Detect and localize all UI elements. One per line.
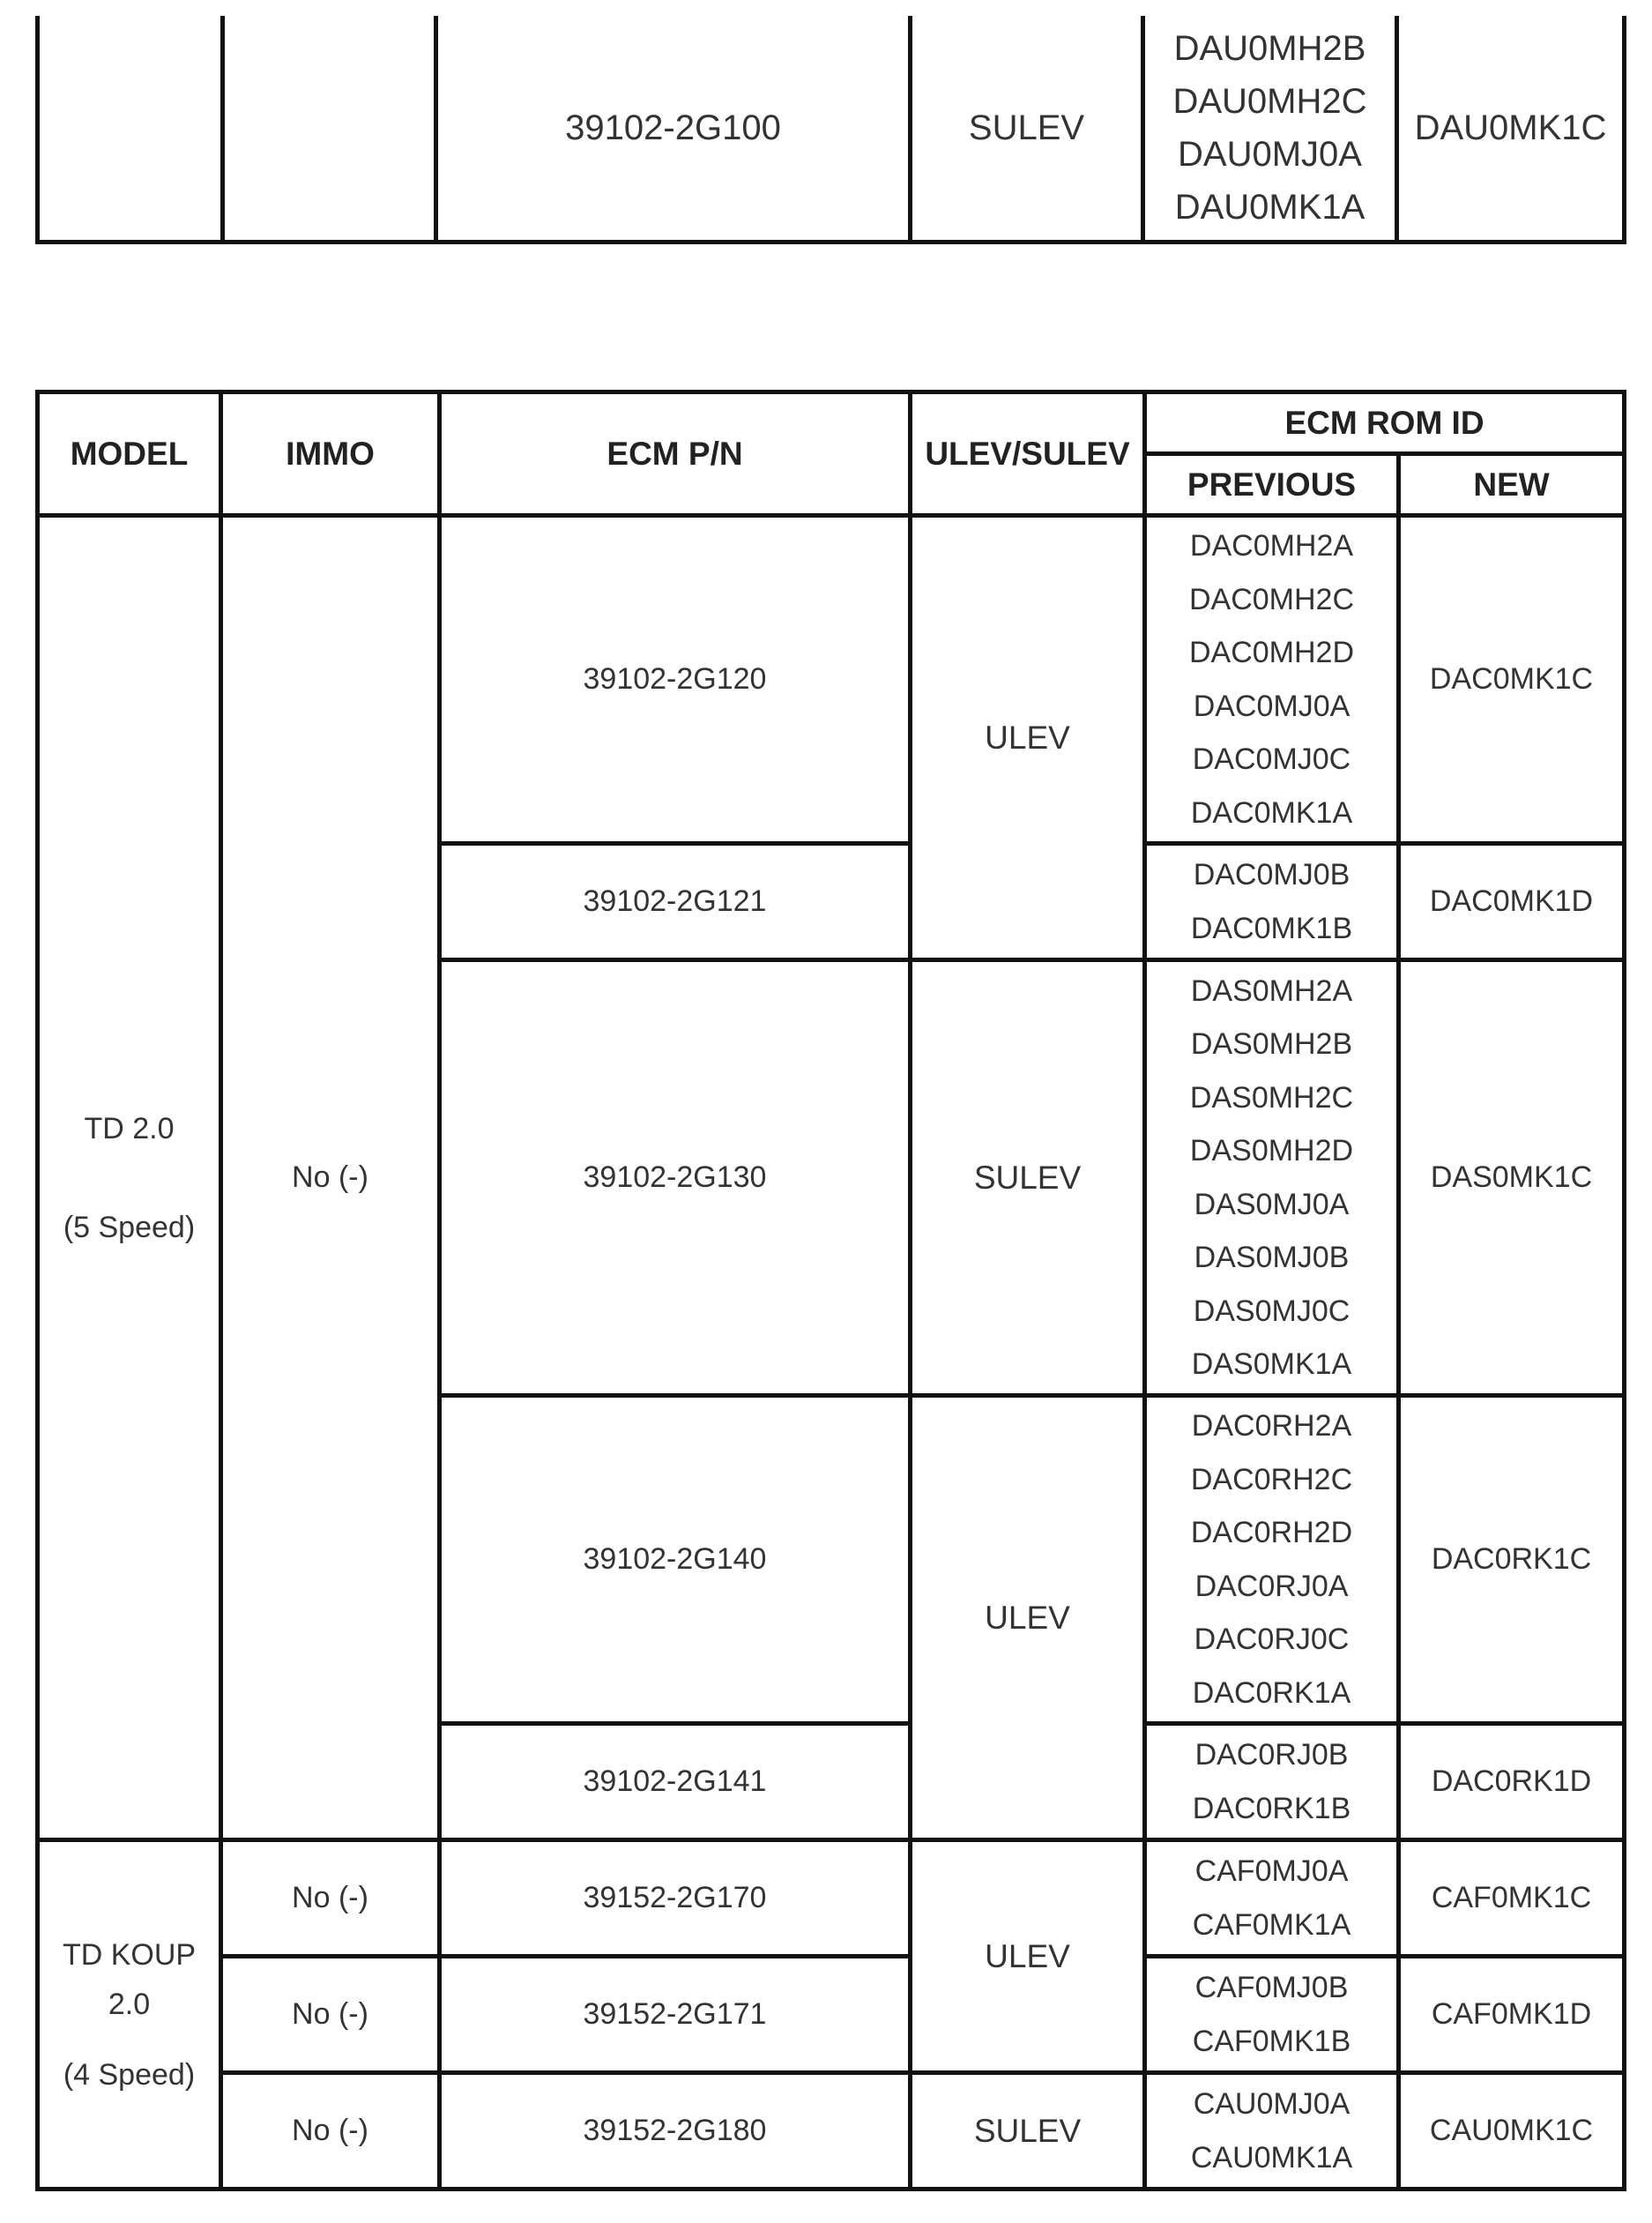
ecm-pn-cell: 39102-2G130	[440, 960, 911, 1396]
previous-rom-cell	[1145, 516, 1399, 844]
rom-id: DAS0MJ0A	[1194, 1187, 1350, 1221]
rom-id: DAS0MK1A	[1191, 1347, 1352, 1381]
immo-cell	[223, 16, 436, 242]
header-rom-id: ECM ROM ID	[1145, 392, 1625, 454]
new-rom-cell: DAC0RK1C	[1399, 1396, 1625, 1724]
emission-cell: SULEV	[911, 960, 1145, 1396]
emission-cell: SULEV	[911, 2073, 1145, 2189]
rom-id: DAC0RH2A	[1191, 1409, 1352, 1443]
emission-cell: ULEV	[911, 516, 1145, 960]
rom-id: DAC0MJ0C	[1192, 742, 1351, 776]
rom-id: DAC0MH2A	[1189, 529, 1354, 563]
new-rom-cell: DAC0RK1D	[1399, 1724, 1625, 1840]
header-ecm-pn: ECM P/N	[440, 392, 911, 516]
rom-id: DAS0MH2C	[1189, 1080, 1354, 1115]
model-name: TD 2.0	[84, 1111, 175, 1145]
new-rom-cell: CAU0MK1C	[1399, 2073, 1625, 2189]
previous-rom-cell	[1145, 2073, 1399, 2189]
model-name: TD KOUP	[62, 1937, 197, 1972]
header-previous: PREVIOUS	[1145, 454, 1399, 516]
rom-id: DAS0MH2D	[1189, 1134, 1354, 1167]
rom-id: DAC0RJ0A	[1194, 1569, 1349, 1603]
previous-rom-cell	[1143, 16, 1397, 242]
emission-cell: SULEV	[911, 16, 1143, 242]
ecm-pn-cell: 39102-2G120	[440, 516, 911, 844]
rom-id: DAC0MH2C	[1188, 582, 1355, 616]
model-name: 2.0	[108, 1987, 151, 2021]
continuation-table	[35, 16, 1626, 244]
table-row	[38, 1957, 1625, 2073]
ecm-pn-cell: 39102-2G121	[440, 844, 911, 960]
rom-id: DAC0RK1B	[1192, 1791, 1351, 1825]
model-cell	[38, 1840, 221, 2189]
rom-id: DAC0MJ0A	[1193, 689, 1351, 723]
new-rom-cell: DAC0MK1D	[1399, 844, 1625, 960]
header-emission: ULEV/SULEV	[911, 392, 1145, 516]
rom-id: DAC0MJ0B	[1193, 858, 1351, 891]
previous-rom-cell	[1145, 1724, 1399, 1840]
ecm-pn-cell: 39102-2G140	[440, 1396, 911, 1724]
rom-id: DAC0MK1B	[1190, 911, 1353, 945]
rom-id: CAF0MJ0B	[1194, 1971, 1349, 2004]
new-rom-cell: CAF0MK1D	[1399, 1957, 1625, 2073]
rom-id: DAU0MH2C	[1172, 82, 1367, 121]
immo-cell: No (-)	[221, 1840, 440, 1957]
rom-id: DAS0MH2B	[1190, 1027, 1353, 1061]
rom-id: DAC0MK1A	[1190, 795, 1353, 830]
immo-cell: No (-)	[221, 516, 440, 1840]
emission-cell: ULEV	[911, 1840, 1145, 2073]
previous-rom-cell	[1145, 1957, 1399, 2073]
header-new: NEW	[1399, 454, 1625, 516]
new-rom-cell: DAS0MK1C	[1399, 960, 1625, 1396]
rom-id: DAC0RJ0B	[1194, 1738, 1349, 1772]
header-model: MODEL	[38, 392, 221, 516]
previous-rom-cell	[1145, 844, 1399, 960]
ecm-pn-cell: 39152-2G171	[440, 1957, 911, 2073]
table-row	[38, 16, 1625, 242]
rom-id: DAU0MK1A	[1174, 188, 1366, 227]
rom-id: DAC0RH2C	[1190, 1462, 1353, 1496]
rom-id: DAC0MH2D	[1188, 636, 1355, 669]
immo-cell: No (-)	[221, 1957, 440, 2073]
immo-cell: No (-)	[221, 2073, 440, 2189]
header-row	[38, 392, 1625, 454]
ecm-rom-table	[35, 390, 1626, 2191]
header-immo: IMMO	[221, 392, 440, 516]
emission-cell: ULEV	[911, 1396, 1145, 1840]
rom-id: DAS0MH2A	[1190, 973, 1353, 1008]
ecm-pn-cell: 39152-2G180	[440, 2073, 911, 2189]
previous-rom-cell	[1145, 960, 1399, 1396]
rom-id: DAU0MH2B	[1173, 29, 1366, 68]
rom-id: DAC0RH2D	[1190, 1516, 1353, 1549]
previous-rom-cell	[1145, 1396, 1399, 1724]
rom-id: CAU0MJ0A	[1193, 2087, 1351, 2121]
model-cell	[38, 16, 223, 242]
rom-id: CAF0MJ0A	[1194, 1854, 1349, 1888]
rom-id: DAU0MJ0A	[1178, 135, 1362, 174]
model-transmission: (5 Speed)	[63, 1210, 196, 1244]
previous-rom-cell	[1145, 1840, 1399, 1957]
model-cell	[38, 516, 221, 1840]
rom-id: DAS0MJ0B	[1194, 1241, 1350, 1274]
rom-id: DAC0RJ0C	[1194, 1622, 1350, 1656]
table-row	[38, 516, 1625, 844]
model-transmission: (4 Speed)	[63, 2057, 196, 2092]
rom-id: CAU0MK1A	[1190, 2140, 1353, 2175]
new-rom-cell: DAC0MK1C	[1399, 516, 1625, 844]
ecm-pn-cell: 39102-2G141	[440, 1724, 911, 1840]
rom-id: CAF0MK1A	[1192, 1907, 1351, 1942]
table-row	[38, 2073, 1625, 2189]
rom-id: DAC0RK1A	[1192, 1675, 1351, 1710]
ecm-pn-cell: 39102-2G100	[436, 16, 911, 242]
rom-id: CAF0MK1B	[1192, 2024, 1351, 2058]
new-rom-cell: CAF0MK1C	[1399, 1840, 1625, 1957]
new-rom-cell: DAU0MK1C	[1397, 16, 1625, 242]
ecm-pn-cell: 39152-2G170	[440, 1840, 911, 1957]
table-row	[38, 1840, 1625, 1957]
rom-id: DAS0MJ0C	[1193, 1294, 1351, 1328]
